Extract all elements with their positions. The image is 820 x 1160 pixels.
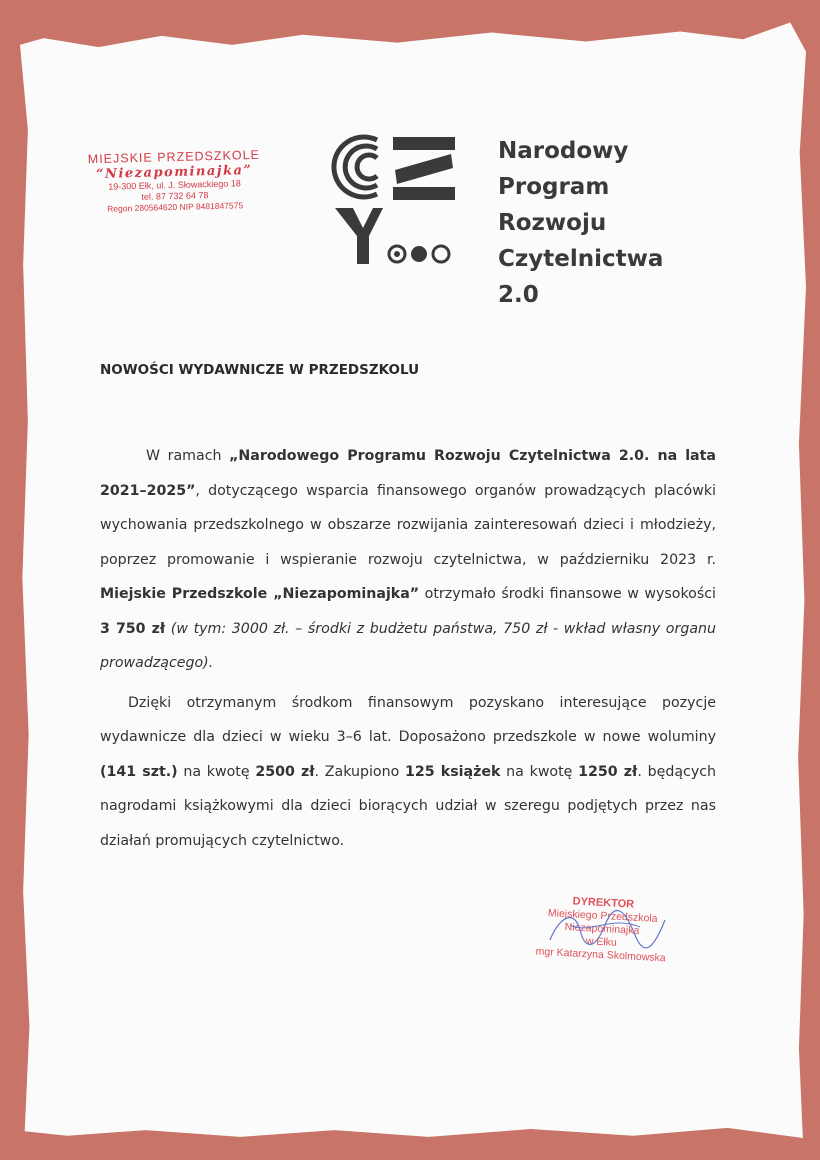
- program-logo: [325, 132, 460, 272]
- signature-title: DYREKTOR: [572, 895, 635, 911]
- stamp-line: MIEJSKIE PRZEDSZKOLE: [87, 147, 261, 167]
- program-name-line: Rozwoju: [498, 210, 607, 236]
- stamp-line: 19-300 Ełk, ul. J. Słowackiego 18: [108, 178, 241, 192]
- signature-line: Miejskiego Przedszkola: [547, 907, 658, 925]
- bold-run: 2500 zł: [255, 763, 315, 780]
- bold-run: (141 szt.): [100, 763, 178, 780]
- document-heading: NOWOŚCI WYDAWNICZE W PRZEDSZKOLU: [100, 362, 420, 378]
- text-run: na kwotę: [177, 763, 256, 780]
- text-run: . będących nagrodami książkowymi dla dzieci biorących udział w szeregu podjętych przez nas działań promujących czytelnictwo.: [100, 763, 717, 849]
- stamp-line: “Niezapominajka”: [95, 162, 253, 183]
- text-run: , dotyczącego wsparcia finansowego organów prowadzących placówki wychowania przedszkolnego w obszarze rozwijania zainteresowań dzieci i młodzieży, poprzez promowanie i wspieranie rozwoju czytelnictwa, w październiku 2023 r.: [100, 482, 716, 568]
- program-name-line: 2.0: [498, 282, 539, 308]
- signature-name: mgr Katarzyna Skolmowska: [535, 945, 666, 965]
- text-run: . Zakupiono: [314, 763, 406, 780]
- program-name-line: Czytelnictwa: [498, 246, 664, 272]
- signature-line: Niezapominajka: [564, 921, 640, 937]
- paragraph-1: [100, 439, 716, 681]
- signature-line: w Ełku: [585, 935, 618, 949]
- bold-run: „Narodowego Programu Rozwoju Czytelnictwa 2.0. na lata 2021–2025”: [100, 448, 716, 499]
- handwritten-signature: [540, 905, 670, 955]
- text-run: Dzięki otrzymanym środkom finansowym pozyskano interesujące pozycje wydawnicze dla dzieci w wieku 3–6 lat. Doposażono przedszkole w nowe woluminy: [100, 694, 716, 745]
- stamp-line: tel. 87 732 64 78: [141, 190, 209, 202]
- bold-run: 3 750 zł: [100, 620, 166, 637]
- italic-run: (w tym: 3000 zł. – środki z budżetu państwa, 750 zł - wkład własny organu prowadzącego).: [100, 620, 716, 671]
- paragraph-2: [100, 686, 716, 859]
- document-body: [100, 439, 716, 858]
- bold-run: Miejskie Przedszkole „Niezapominajka”: [100, 586, 420, 602]
- program-name-line: Narodowy: [498, 138, 629, 164]
- school-stamp: [81, 148, 268, 216]
- text-run: otrzymało środki finansowe w wysokości: [419, 586, 716, 602]
- bold-run: 125 książek: [405, 763, 501, 780]
- stamp-line: Regon 280564620 NIP 8481847575: [107, 200, 244, 214]
- program-name-line: Program: [498, 174, 610, 200]
- program-name: [498, 133, 663, 313]
- text-run: W ramach: [146, 448, 230, 464]
- text-run: na kwotę: [500, 763, 579, 780]
- bold-run: 1250 zł: [578, 763, 638, 780]
